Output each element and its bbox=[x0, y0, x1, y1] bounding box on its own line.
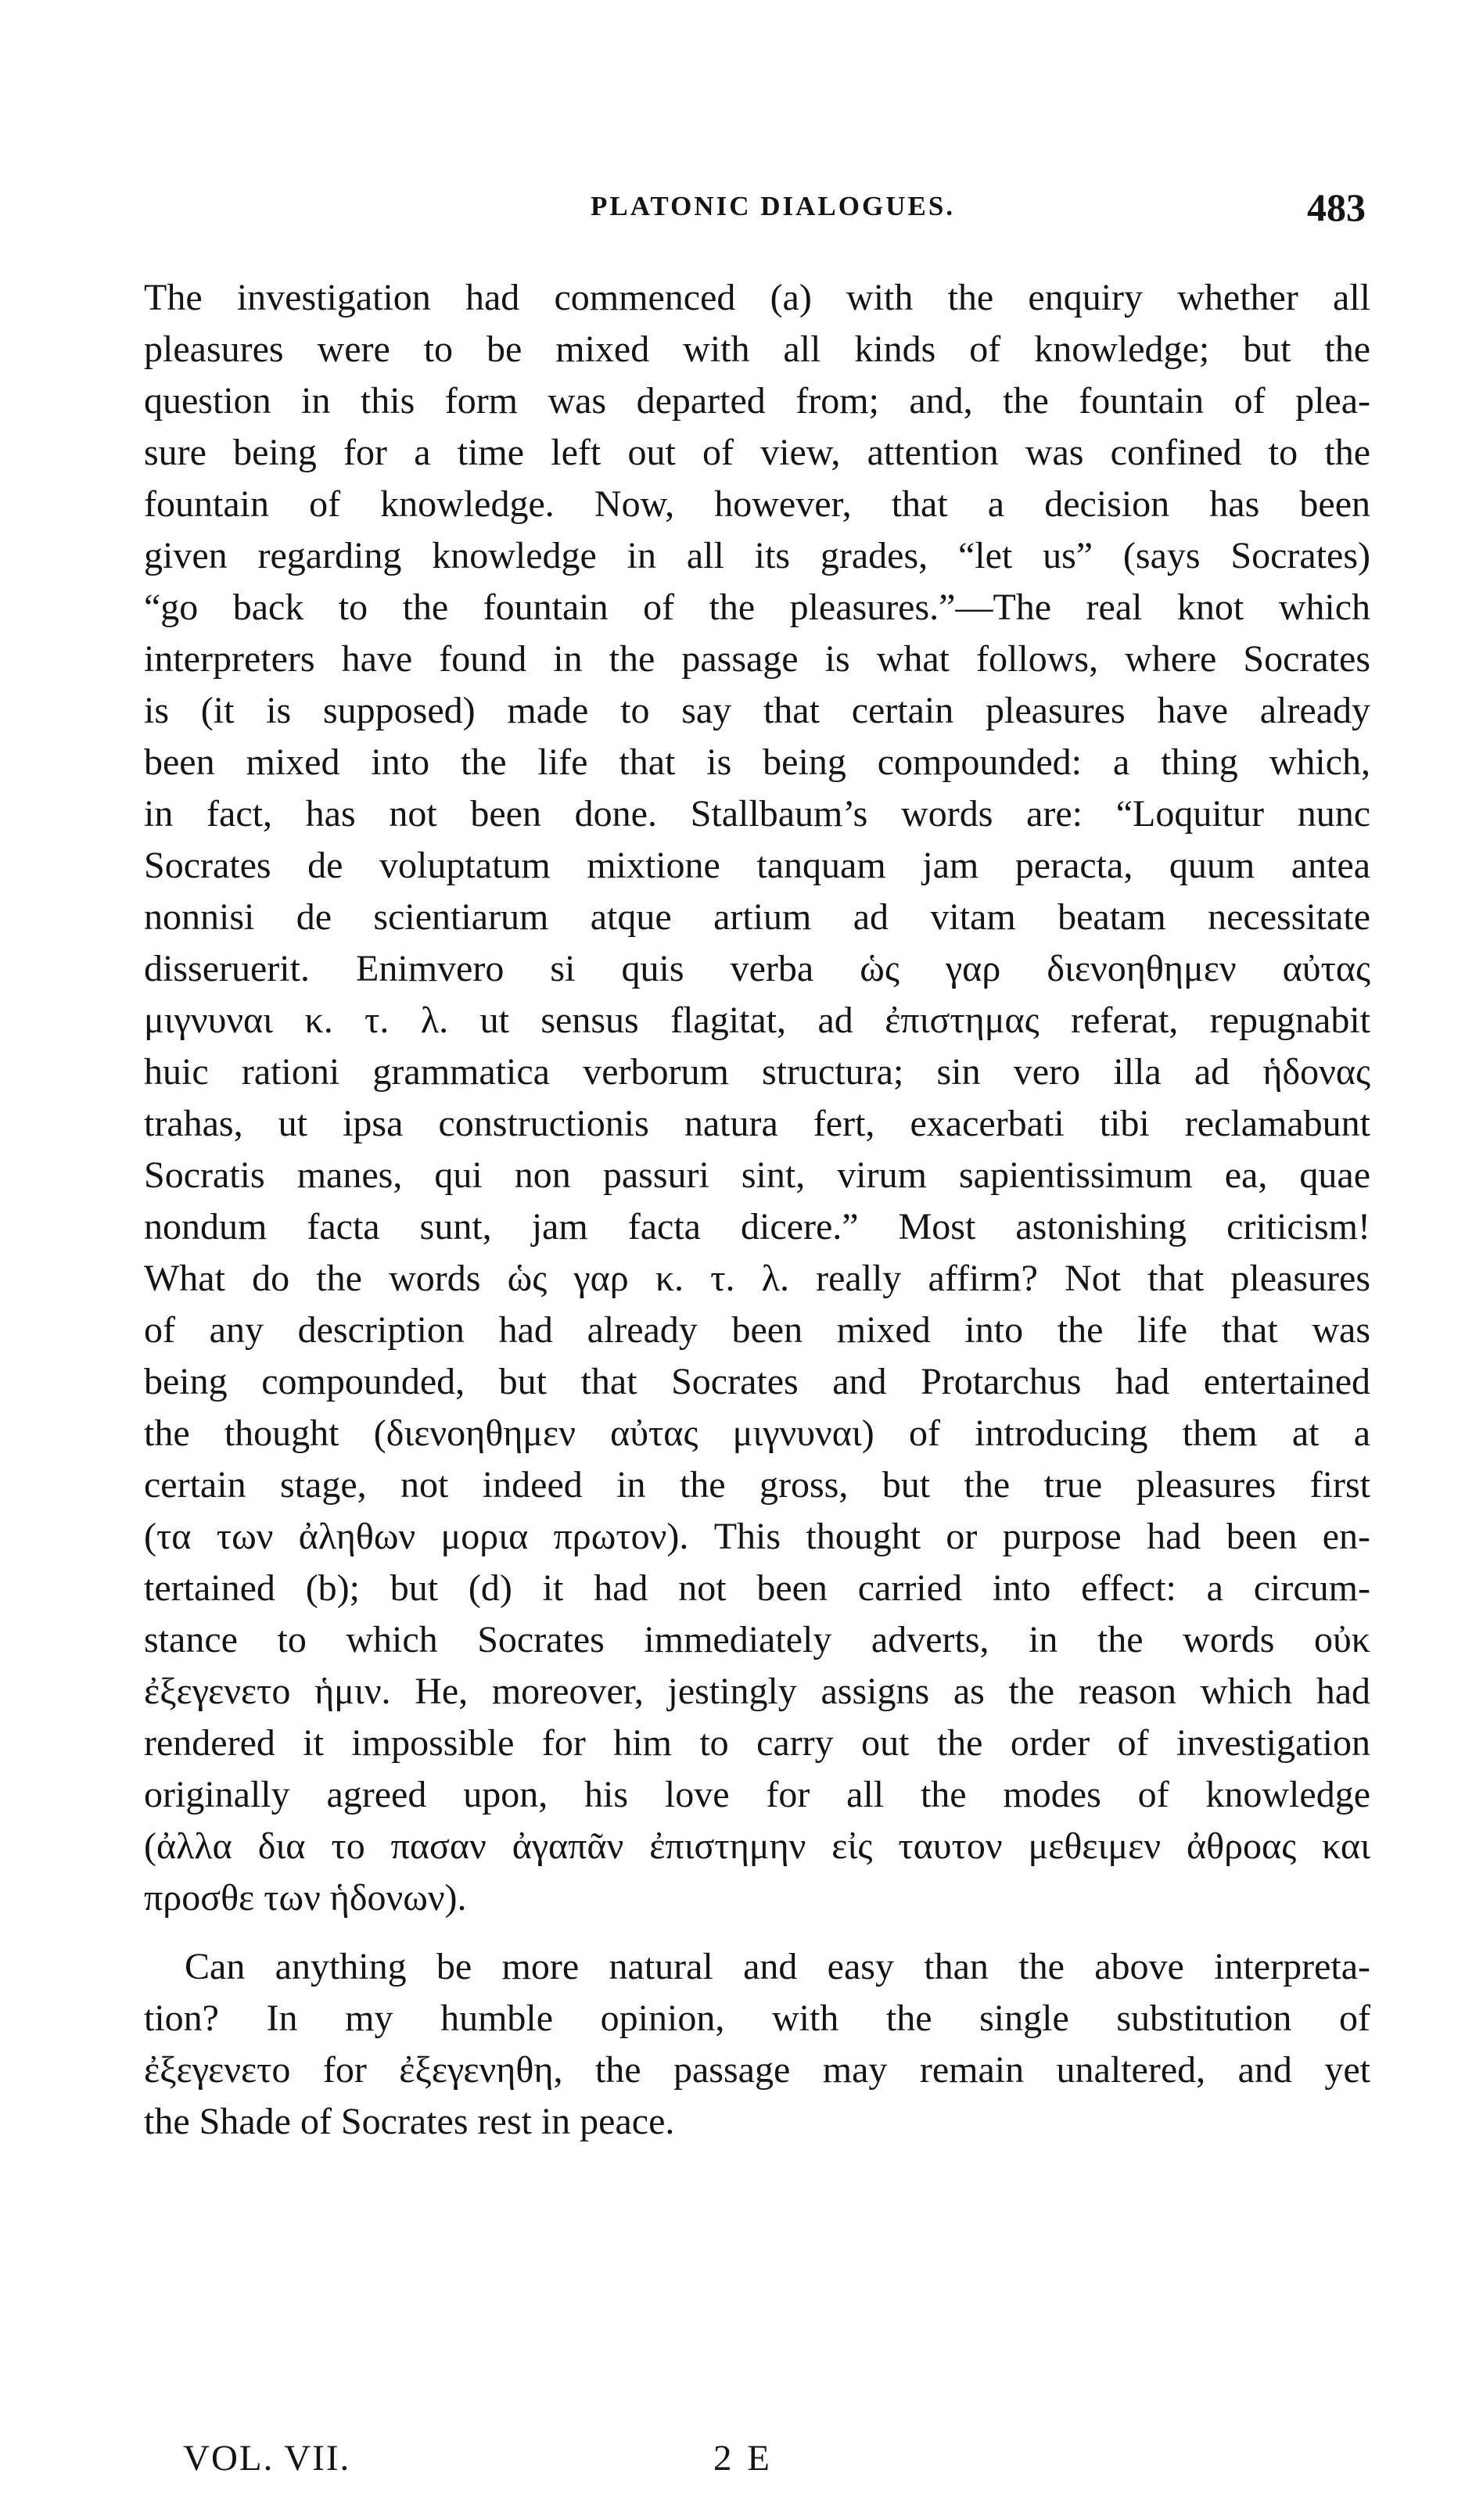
text-line: “go back to the fountain of the pleasures.”—The real knot which bbox=[144, 587, 1370, 628]
text-line: question in this form was departed from; and, the fountain of plea- bbox=[144, 380, 1370, 422]
volume-signature: VOL. VII. bbox=[183, 2438, 351, 2479]
text-line: given regarding knowledge in all its grades, “let us” (says Socrates) bbox=[144, 535, 1370, 576]
text-line: What do the words ὡς γαρ κ. τ. λ. really affirm? Not that pleasures bbox=[144, 1258, 1370, 1299]
text-line: certain stage, not indeed in the gross, but the true pleasures first bbox=[144, 1464, 1370, 1506]
text-line: προσθε των ἡδονων). bbox=[144, 1877, 467, 1919]
text-line: (ἀλλα δια το πασαν ἀγαπᾶν ἐπιστημην εἰς ταυτον μεθειμεν ἀθροας και bbox=[144, 1825, 1370, 1867]
text-line: ἐξεγενετο for ἐξεγενηθη, the passage may remain unaltered, and yet bbox=[144, 2049, 1370, 2091]
text-line: in fact, has not been done. Stallbaum’s words are: “Loquitur nunc bbox=[144, 793, 1370, 835]
text-line: is (it is supposed) made to say that certain pleasures have already bbox=[144, 690, 1370, 731]
text-line: fountain of knowledge. Now, however, that a decision has been bbox=[144, 483, 1370, 525]
text-line: Socrates de voluptatum mixtione tanquam jam peracta, quum antea bbox=[144, 845, 1370, 886]
text-line: been mixed into the life that is being compounded: a thing which, bbox=[144, 741, 1370, 783]
text-line: originally agreed upon, his love for all the modes of knowledge bbox=[144, 1774, 1370, 1815]
text-line: Can anything be more natural and easy than the above interpreta- bbox=[185, 1946, 1370, 1987]
running-title: PLATONIC DIALOGUES. bbox=[590, 191, 956, 221]
sheet-mark: 2 E bbox=[713, 2438, 773, 2479]
text-line: sure being for a time left out of view, attention was confined to the bbox=[144, 432, 1370, 473]
text-line: of any description had already been mixed into the life that was bbox=[144, 1309, 1370, 1351]
text-line: the thought (διενοηθημεν αὐτας μιγνυναι) of introducing them at a bbox=[144, 1413, 1370, 1454]
text-line: rendered it impossible for him to carry out the order of investigation bbox=[144, 1722, 1370, 1764]
running-head bbox=[180, 185, 1366, 238]
body-text bbox=[144, 272, 1370, 2148]
page-number: 483 bbox=[1307, 185, 1366, 229]
text-line: being compounded, but that Socrates and Protarchus had entertained bbox=[144, 1361, 1370, 1402]
text-line: disseruerit. Enimvero si quis verba ὡς γαρ διενοηθημεν αὐτας bbox=[144, 948, 1370, 989]
text-line: pleasures were to be mixed with all kinds of knowledge; but the bbox=[144, 328, 1370, 370]
text-line: huic rationi grammatica verborum structura; sin vero illa ad ἡδονας bbox=[144, 1051, 1370, 1093]
text-line: stance to which Socrates immediately adverts, in the words οὐκ bbox=[144, 1619, 1370, 1660]
text-line: tertained (b); but (d) it had not been carried into effect: a circum- bbox=[144, 1567, 1370, 1609]
text-line: The investigation had commenced (a) with the enquiry whether all bbox=[144, 277, 1370, 318]
text-line: interpreters have found in the passage is what follows, where Socrates bbox=[144, 638, 1370, 680]
text-line: nonnisi de scientiarum atque artium ad vitam beatam necessitate bbox=[144, 896, 1370, 938]
text-line: ἐξεγενετο ἡμιν. He, moreover, jestingly assigns as the reason which had bbox=[144, 1671, 1370, 1712]
page-footer bbox=[0, 2437, 1483, 2492]
text-line: the Shade of Socrates rest in peace. bbox=[144, 2101, 675, 2142]
text-line: Socratis manes, qui non passuri sint, virum sapientissimum ea, quae bbox=[144, 1154, 1370, 1196]
text-line: tion? In my humble opinion, with the single substitution of bbox=[144, 1998, 1370, 2039]
text-line: (τα των ἀληθων μορια πρωτον). This thought or purpose had been en- bbox=[144, 1516, 1370, 1557]
text-line: nondum facta sunt, jam facta dicere.” Most astonishing criticism! bbox=[144, 1206, 1370, 1247]
text-line: trahas, ut ipsa constructionis natura fert, exacerbati tibi reclamabunt bbox=[144, 1103, 1370, 1144]
text-line: μιγνυναι κ. τ. λ. ut sensus flagitat, ad ἐπιστημας referat, repugnabit bbox=[144, 1000, 1370, 1041]
